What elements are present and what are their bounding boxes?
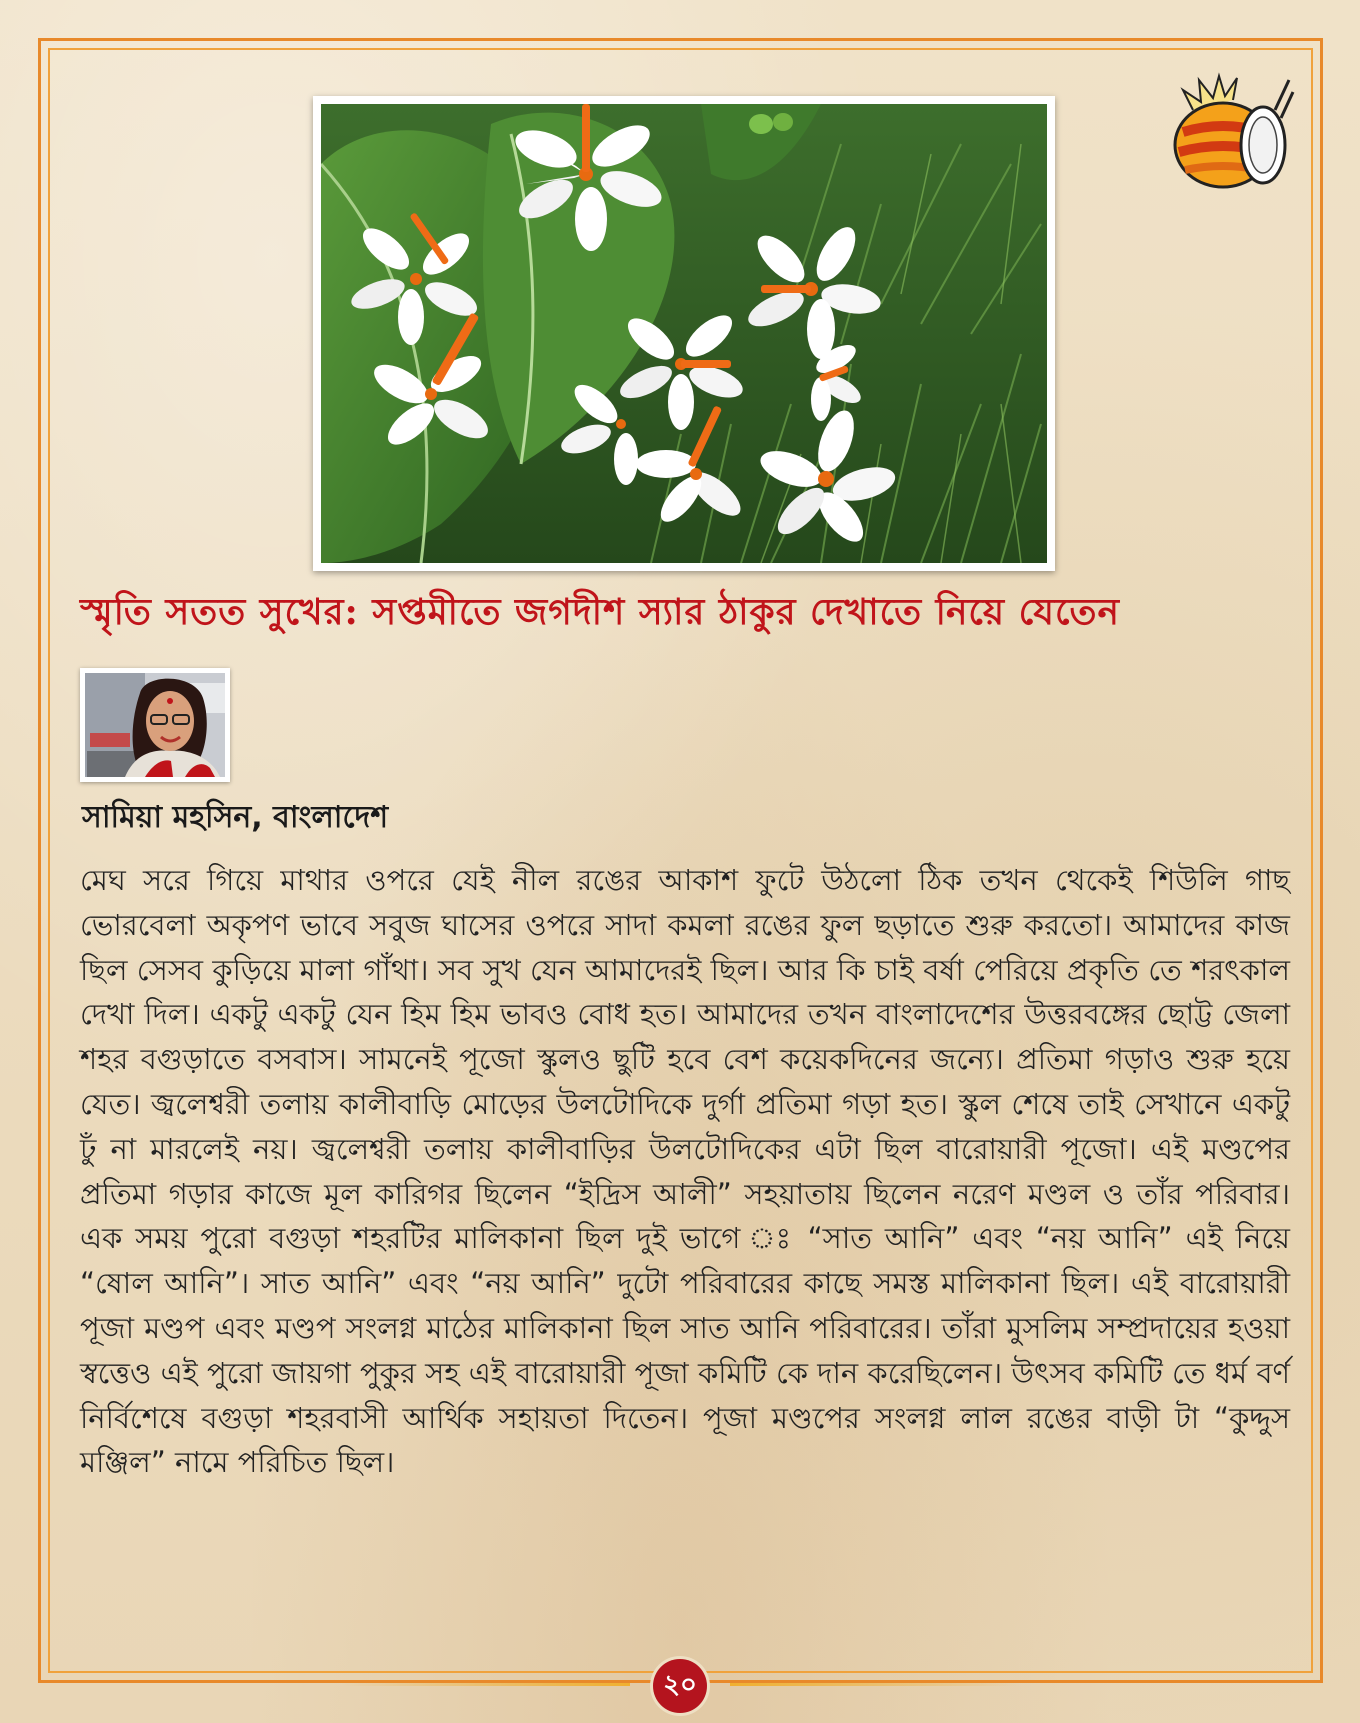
article-title: স্মৃতি সতত সুখের: সপ্তমীতে জগদীশ স্যার ঠাকুর দেখাতে নিয়ে যেতেন (80, 591, 1120, 633)
dhak-drum-logo (1163, 70, 1295, 200)
hero-photo-frame (313, 96, 1055, 571)
article-body (80, 858, 1290, 1485)
author-portrait-frame (80, 668, 230, 782)
author-name: সামিয়া মহসিন, বাংলাদেশ (82, 800, 389, 835)
author-portrait (85, 673, 225, 777)
footer-rule-right (730, 1683, 1020, 1686)
page-number: ২০ (653, 1659, 707, 1713)
footer-rule-left (340, 1683, 630, 1686)
shiuli-flowers-photo (321, 104, 1047, 563)
body-paragraph: মেঘ সরে গিয়ে মাথার ওপরে যেই নীল রঙের আকাশ ফুটে উঠলো ঠিক তখন থেকেই শিউলি গাছ ভোরবেলা অকৃপণ ভাবে সবুজ ঘাসের ওপরে সাদা কমলা রঙের ফুল ছড়াতে শুরু করতো। আমাদের কাজ ছিল সেসব কুড়িয়ে মালা গাঁথা। সব সুখ যেন আমাদেরই ছিল। আর কি চাই বর্ষা পেরিয়ে প্রকৃতি তে শরৎকাল দেখা দিল। একটু একটু যেন হিম হিম ভাবও বোধ হত। আমাদের তখন বাংলাদেশের উত্তরবঙ্গের ছোট্ট জেলা শহর বগুড়াতে বসবাস। সামনেই পূজো স্কুলও ছুটি হবে বেশ কয়েকদিনের জন্যে। প্রতিমা গড়াও শুরু হয়ে যেত। জ্বলেশ্বরী তলায় কালীবাড়ি মোড়ের উলটোদিকে দুর্গা প্রতিমা গড়া হত। স্কুল শেষে তাই সেখানে একটু ঢুঁ না মারলেই নয়। জ্বলেশ্বরী তলায় কালীবাড়ির উলটোদিকের এটা ছিল বারোয়ারী পূজো। এই মণ্ডপের প্রতিমা গড়ার কাজে মূল কারিগর ছিলেন “ইদ্রিস আলী” সহয়াতায় ছিলেন নরেণ মণ্ডল ও তাঁর পরিবার। এক সময় পুরো বগুড়া শহরটির মালিকানা ছিল দুই ভাগে ঃ “সাত আনি” এবং “নয় আনি” এই নিয়ে “ষোল আনি”। সাত আনি” এবং “নয় আনি” দুটো পরিবারের কাছে সমস্ত মালিকানা ছিল। এই বারোয়ারী পূজা মণ্ডপ এবং মণ্ডপ সংলগ্ন মাঠের মালিকানা ছিল সাত আনি পরিবারের। তাঁরা মুসলিম সম্প্রদায়ের হওয়া স্বত্তেও এই পুরো জায়গা পুকুর সহ এই বারোয়ারী পূজা কমিটি কে দান করেছিলেন। উৎসব কমিটি তে ধর্ম বর্ণ নির্বিশেষে বগুড়া শহরবাসী আর্থিক সহায়তা দিতেন। পূজা মণ্ডপের সংলগ্ন লাল রঙের বাড়ী টা “কুদ্দুস মঞ্জিল” নামে পরিচিত ছিল। (80, 863, 1290, 1480)
